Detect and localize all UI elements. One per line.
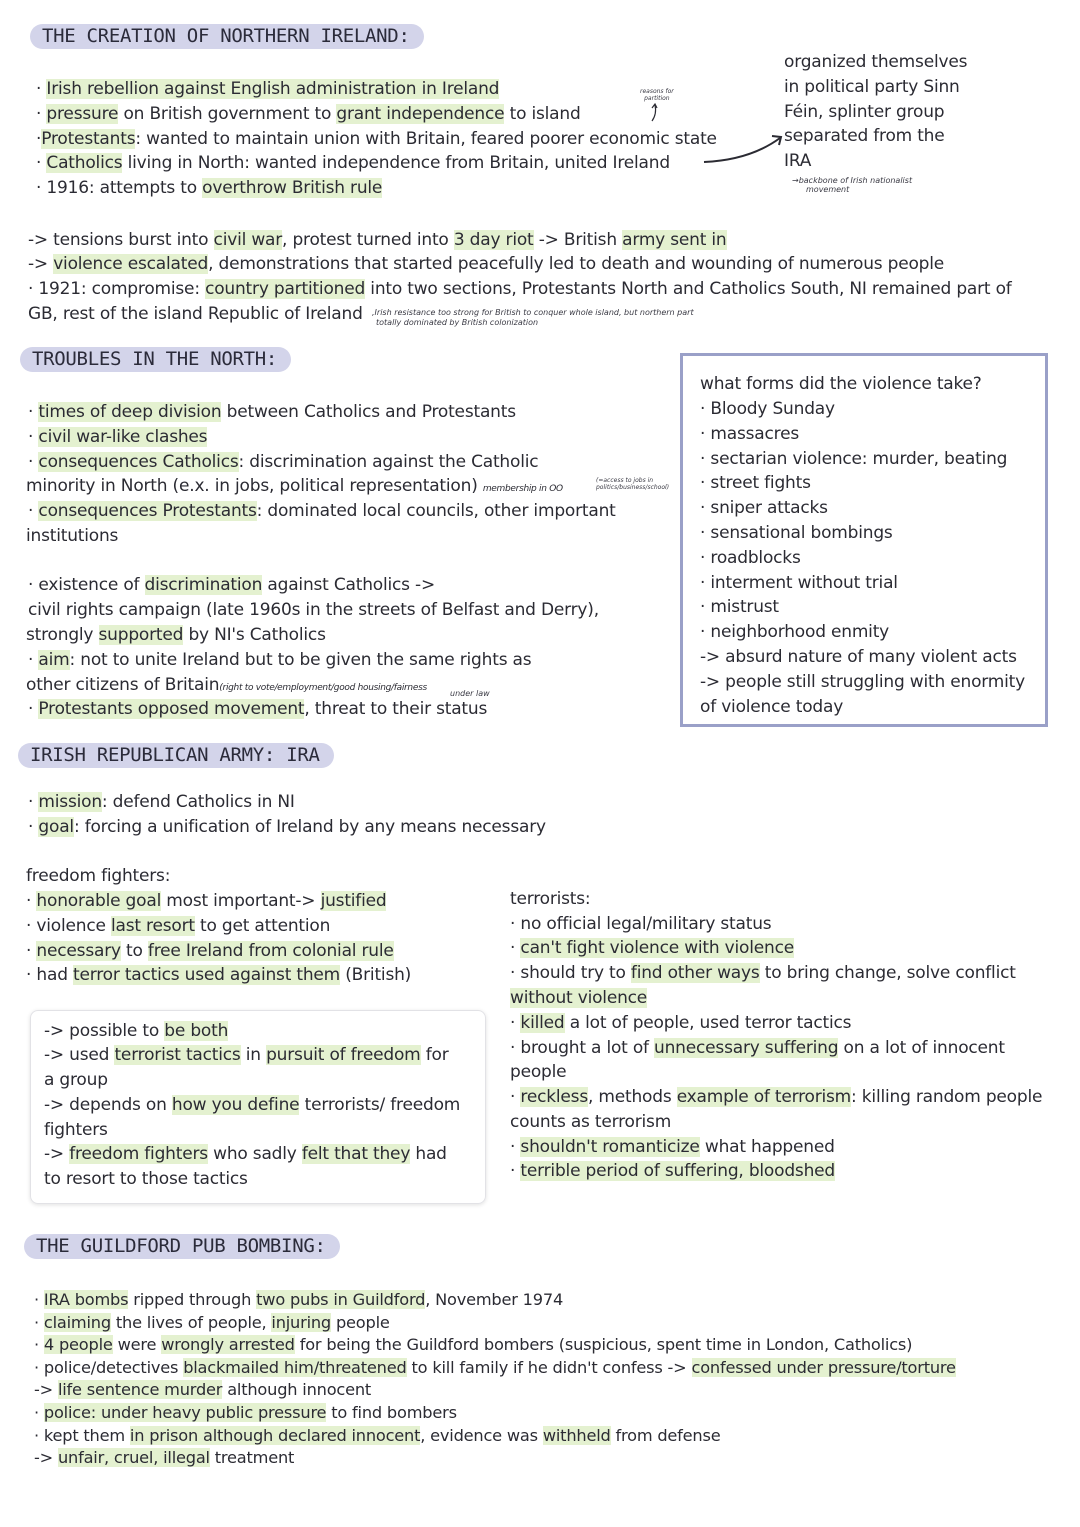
troubles-line: civil rights campaign (late 1960s in the streets of Belfast and Derry), <box>28 600 599 620</box>
violence-item: · Bloody Sunday <box>700 399 835 419</box>
terrorists-line: · reckless, methods example of terrorism: killing random people <box>510 1087 1043 1107</box>
violence-item: · sensational bombings <box>700 523 893 543</box>
guildford-line: -> life sentence murder although innocent <box>34 1380 372 1399</box>
after-line: · 1921: compromise: country partitioned into two sections, Protestants North and Catholics South, NI remained part of <box>28 279 1012 299</box>
heading-ira: IRISH REPUBLICAN ARMY: IRA <box>18 743 334 768</box>
both-line: to resort to those tactics <box>44 1169 248 1189</box>
side-note-line: organized themselves <box>784 52 968 72</box>
curved-arrow-icon <box>700 130 786 166</box>
freedom-title: freedom fighters: <box>26 866 171 886</box>
arrow-up-icon <box>648 102 662 122</box>
terrorists-line: people <box>510 1062 567 1082</box>
guildford-line: · 4 people were wrongly arrested for being the Guildford bombers (suspicious, spent time in London, Catholics) <box>34 1335 913 1354</box>
freedom-line: · had terror tactics used against them (British) <box>26 965 412 985</box>
after-note: totally dominated by British colonization <box>376 318 539 327</box>
violence-item: · interment without trial <box>700 573 898 593</box>
after-note: ,Irish resistance too strong for British to conquer whole island, but northern part <box>372 308 694 317</box>
violence-item: · street fights <box>700 473 811 493</box>
guildford-line: · police: under heavy public pressure to find bombers <box>34 1403 457 1422</box>
troubles-line: minority in North (e.x. in jobs, political representation) membership in OO <box>26 476 563 496</box>
troubles-line: · aim: not to unite Ireland but to be given the same rights as <box>28 650 532 670</box>
heading-guildford: THE GUILDFORD PUB BOMBING: <box>24 1234 340 1259</box>
troubles-line: other citizens of Britain(right to vote/employment/good housing/fairness <box>26 675 427 695</box>
troubles-line: institutions <box>26 526 119 546</box>
ira-line: · goal: forcing a unification of Ireland by any means necessary <box>28 817 546 837</box>
guildford-line: · IRA bombs ripped through two pubs in Guildford, November 1974 <box>34 1290 564 1309</box>
both-line: -> possible to be both <box>44 1021 229 1041</box>
troubles-line: · civil war-like clashes <box>28 427 208 447</box>
terrorists-line: · terrible period of suffering, bloodshed <box>510 1161 836 1181</box>
guildford-line: · kept them in prison although declared innocent, evidence was withheld from defense <box>34 1426 721 1445</box>
ira-line: · mission: defend Catholics in NI <box>28 792 295 812</box>
both-line: -> freedom fighters who sadly felt that they had <box>44 1144 447 1164</box>
freedom-line: · violence last resort to get attention <box>26 916 331 936</box>
after-line: GB, rest of the island Republic of Ireland <box>28 304 363 324</box>
violence-item: · roadblocks <box>700 548 801 568</box>
violence-item: of violence today <box>700 697 844 717</box>
troubles-line: · existence of discrimination against Catholics -> <box>28 575 436 595</box>
troubles-line: · consequences Protestants: dominated local councils, other important <box>28 501 616 521</box>
violence-item: · neighborhood enmity <box>700 622 890 642</box>
guildford-line: -> unfair, cruel, illegal treatment <box>34 1448 295 1467</box>
side-note-line: IRA <box>784 151 812 171</box>
side-note-line: in political party Sinn <box>784 77 960 97</box>
creation-bullet: · Catholics living in North: wanted independence from Britain, united Ireland <box>36 153 670 173</box>
terrorists-line: without violence <box>510 988 648 1008</box>
side-note-line: separated from the <box>784 126 945 146</box>
terrorists-line: · can't fight violence with violence <box>510 938 795 958</box>
terrorists-line: · shouldn't romanticize what happened <box>510 1137 835 1157</box>
troubles-line: · Protestants opposed movement, threat to their status <box>28 699 488 719</box>
terrorists-line: · brought a lot of unnecessary suffering on a lot of innocent <box>510 1038 1005 1058</box>
violence-item: · mistrust <box>700 597 779 617</box>
terrorists-line: · no official legal/military status <box>510 914 772 934</box>
troubles-line: strongly supported by NI's Catholics <box>26 625 326 645</box>
after-line: -> violence escalated, demonstrations that started peacefully led to death and wounding of numerous people <box>28 254 945 274</box>
guildford-line: · claiming the lives of people, injuring people <box>34 1313 390 1332</box>
heading-creation: THE CREATION OF NORTHERN IRELAND: <box>30 24 424 49</box>
both-line: -> depends on how you define terrorists/ freedom <box>44 1095 461 1115</box>
freedom-line: · honorable goal most important-> justified <box>26 891 387 911</box>
terrorists-title: terrorists: <box>510 889 591 909</box>
both-line: -> used terrorist tactics in pursuit of freedom for <box>44 1045 449 1065</box>
guildford-line: · police/detectives blackmailed him/threatened to kill family if he didn't confess -> confessed under pressure/torture <box>34 1358 956 1377</box>
creation-bullet: · Irish rebellion against English administration in Ireland <box>36 79 500 99</box>
terrorists-line: · killed a lot of people, used terror tactics <box>510 1013 852 1033</box>
violence-item: · massacres <box>700 424 799 444</box>
freedom-line: · necessary to free Ireland from colonial rule <box>26 941 394 961</box>
violence-item: · sniper attacks <box>700 498 828 518</box>
terrorists-line: counts as terrorism <box>510 1112 672 1132</box>
membership-sub: (=access to jobs in politics/business/school) <box>596 477 670 491</box>
side-note-line: Féin, splinter group <box>784 102 945 122</box>
reason-note: reasons for partition <box>640 88 674 102</box>
troubles-line: · times of deep division between Catholics and Protestants <box>28 402 516 422</box>
rights-sub: under law <box>450 689 490 698</box>
creation-bullet: · pressure on British government to grant independence to island <box>36 104 581 124</box>
both-line: a group <box>44 1070 108 1090</box>
violence-item: · sectarian violence: murder, beating <box>700 449 1008 469</box>
violence-box-title: what forms did the violence take? <box>700 374 982 394</box>
both-line: fighters <box>44 1120 108 1140</box>
troubles-line: · consequences Catholics: discrimination against the Catholic <box>28 452 539 472</box>
violence-item: -> absurd nature of many violent acts <box>700 647 1017 667</box>
side-note-sub: →backbone of Irish nationalist movement <box>792 176 913 194</box>
creation-bullet: · 1916: attempts to overthrow British rule <box>36 178 383 198</box>
after-line: -> tensions burst into civil war, protest turned into 3 day riot -> British army sent in <box>28 230 727 250</box>
heading-troubles: TROUBLES IN THE NORTH: <box>20 347 291 372</box>
violence-item: -> people still struggling with enormity <box>700 672 1025 692</box>
terrorists-line: · should try to find other ways to bring change, solve conflict <box>510 963 1016 983</box>
creation-bullet: ·Protestants: wanted to maintain union with Britain, feared poorer economic state <box>36 129 717 149</box>
